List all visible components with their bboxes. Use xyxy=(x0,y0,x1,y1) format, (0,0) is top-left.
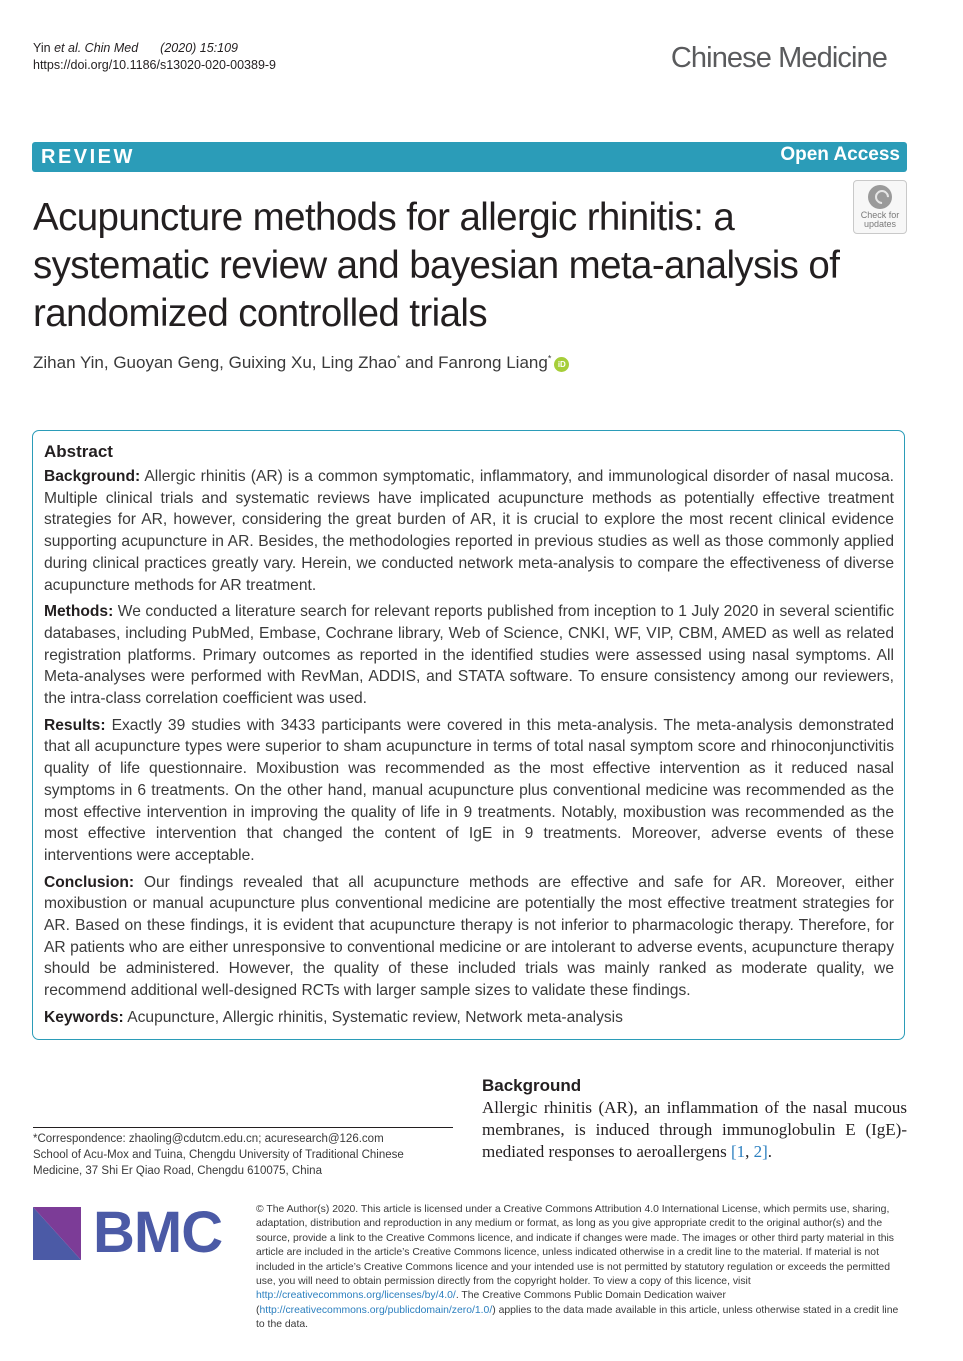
license-statement xyxy=(256,1203,906,1333)
citation-link[interactable]: 2] xyxy=(753,1142,768,1161)
background-text: Allergic rhinitis (AR) is a common symptomatic, inflammatory, and immunological disorder of nasal mucosa. Multiple clinical trials and systematic reviews have implicated acupuncture methods as potentially effective treatment strategies for AR, however, considering the great burden of AR, it is crucial to explore the most recent clinical evidence supporting acupuncture in AR. Besides, the methodologies reported in previous studies as well as those commonly applied during clinical practices greatly vary. Herein, we conducted network meta-analysis to compare the effectiveness of diverse acupuncture methods for AR treatment. xyxy=(44,468,894,594)
abstract-methods xyxy=(44,601,894,710)
public-domain-link[interactable]: http://creativecommons.org/publicdomain/zero/1.0/ xyxy=(259,1304,493,1316)
conclusion-text: Our findings revealed that all acupuncture methods are effective and safe for AR. Moreover, either moxibustion or manual acupuncture plus conventional medicine are potentially the most effective treatment strategies for AR. Based on these findings, it is evident that acupuncture therapy is not inferior to pharmacologic therapy. Therefore, for AR patients who are either unresponsive to conventional medicine or are intolerant to adverse events, acupuncture therapy should be administered. However, the quality of these included trials was mainly ranked as moderate quality, we recommend additional well-designed RCTs with larger sample sizes to validate these findings. xyxy=(44,873,894,1000)
keywords-label: Keywords: xyxy=(44,1008,124,1026)
abstract-keywords xyxy=(44,1007,894,1029)
corresponding-mark: * xyxy=(547,353,552,364)
background-heading: Background xyxy=(482,1076,582,1095)
abstract-results xyxy=(44,715,894,867)
article-title: Acupuncture methods for allergic rhinitis: a systematic review and bayesian meta-analysis of randomized controlled trials xyxy=(33,196,840,335)
background-body-text: Allergic rhinitis (AR), an inflammation of the nasal mucous membranes, is induced through immunoglobulin E (IgE)-mediated responses to aeroallergens xyxy=(482,1098,907,1161)
check-updates-line2: updates xyxy=(863,219,897,229)
citation-line xyxy=(33,40,276,57)
authors-group-a: Zihan Yin, Guoyan Geng, Guixing Xu, Ling Zhao xyxy=(33,353,397,372)
check-updates-line1: Check for xyxy=(860,210,900,220)
article-type-label: REVIEW xyxy=(41,146,135,168)
doi-link[interactable]: https://doi.org/10.1186/s13020-020-00389-9 xyxy=(33,58,277,72)
methods-label: Methods: xyxy=(44,603,114,621)
article-type-banner xyxy=(32,142,907,172)
results-text: Exactly 39 studies with 3433 participants were covered in this meta-analysis. The meta-analysis demonstrated that all acupuncture types were superior to sham acupuncture in terms of total nasal symptom score and rhinoconjunctivitis quality of life questionnaire. Moxibustion was recommended as the most effective intervention as it reduced nasal symptoms in 6 treatments. On the other hand, manual acupuncture plus conventional medicine was recommended as the most effective intervention in improving the quality of life in 9 treatments. Notably, moxibustion was recommended as the most effective intervention that changed the content of IgE in 9 treatments. Moreover, adverse events of these interventions were acceptable. xyxy=(44,716,894,864)
check-for-updates-badge[interactable] xyxy=(853,180,907,234)
keywords-text: Acupuncture, Allergic rhinitis, Systematic review, Network meta-analysis xyxy=(127,1008,623,1026)
bmc-wordmark: BMC xyxy=(93,1200,223,1265)
background-paragraph xyxy=(482,1097,907,1163)
methods-text: We conducted a literature search for relevant reports published from inception to 1 July 2020 in several scientific databases, including PubMed, Embase, Cochrane library, Web of Science, CNKI, WF, VIP, CBM, AMED as well as related registration platforms. Primary outcomes as reported in the identified studies were assessed using nasal symptoms. All Meta-analyses were performed with RevMan, ADDIS, and STATA software. To ensure consistency among our reviewers, the intra-class correlation coefficient was used. xyxy=(44,603,894,708)
background-label: Background: xyxy=(44,468,141,485)
citation-separator: , xyxy=(745,1142,754,1161)
abstract-background xyxy=(44,466,894,596)
license-link[interactable]: http://creativecommons.org/licenses/by/4.0/ xyxy=(256,1290,456,1302)
authors-group-b: and Fanrong Liang xyxy=(400,353,548,372)
corresponding-mark: * xyxy=(396,353,401,364)
abstract-box xyxy=(32,430,905,1040)
abstract-conclusion xyxy=(44,872,894,1002)
orcid-icon[interactable]: iD xyxy=(554,357,569,372)
open-access-label: Open Access xyxy=(780,144,900,165)
results-label: Results: xyxy=(44,716,106,734)
journal-name: Chinese Medicine xyxy=(670,42,887,74)
citation-journal-abbrev: et al. Chin Med xyxy=(54,41,139,55)
correspondence-note xyxy=(33,1127,453,1179)
author-list xyxy=(33,353,569,373)
affiliation-address: Medicine, 37 Shi Er Qiao Road, Chengdu 610075, China xyxy=(33,1165,322,1177)
citation-header xyxy=(33,40,276,74)
license-text: . The Creative Commons Public Domain Dedication waiver ( xyxy=(256,1290,726,1316)
correspondence-emails[interactable]: *Correspondence: zhaoling@cdutcm.edu.cn; acuresearch@126.com xyxy=(33,1133,384,1145)
affiliation-line: School of Acu-Mox and Tuina, Chengdu University of Traditional Chinese xyxy=(33,1149,404,1161)
license-text: ) applies to the data made available in this article, unless otherwise stated in a credit line to the data. xyxy=(256,1304,899,1331)
citation-year: (2020) 15:109 xyxy=(160,41,239,55)
abstract-heading: Abstract xyxy=(44,442,113,461)
check-updates-icon xyxy=(868,185,892,209)
citation-author: Yin xyxy=(33,41,51,55)
conclusion-label: Conclusion: xyxy=(44,873,135,891)
citation-link[interactable]: [1 xyxy=(730,1142,746,1161)
license-text: © The Author(s) 2020. This article is licensed under a Creative Commons Attribution 4.0 International License, which permits use, sharing, adaptation, distribution and reproduction in any medium or format, as long as you give appropriate credit to the original author(s) and the source, provide a link to the Creative Commons licence, and indicate if changes were made. The images or other third party material in this article are included in the article’s Creative Commons licence, unless indicated otherwise in a credit line to the material. If material is not included in the article’s Creative Commons licence and your intended use is not permitted by statutory regulation or exceeds the permitted use, you will need to obtain permission directly from the copyright holder. To view a copy of this licence, visit xyxy=(256,1204,894,1288)
sentence-end: . xyxy=(767,1142,773,1161)
